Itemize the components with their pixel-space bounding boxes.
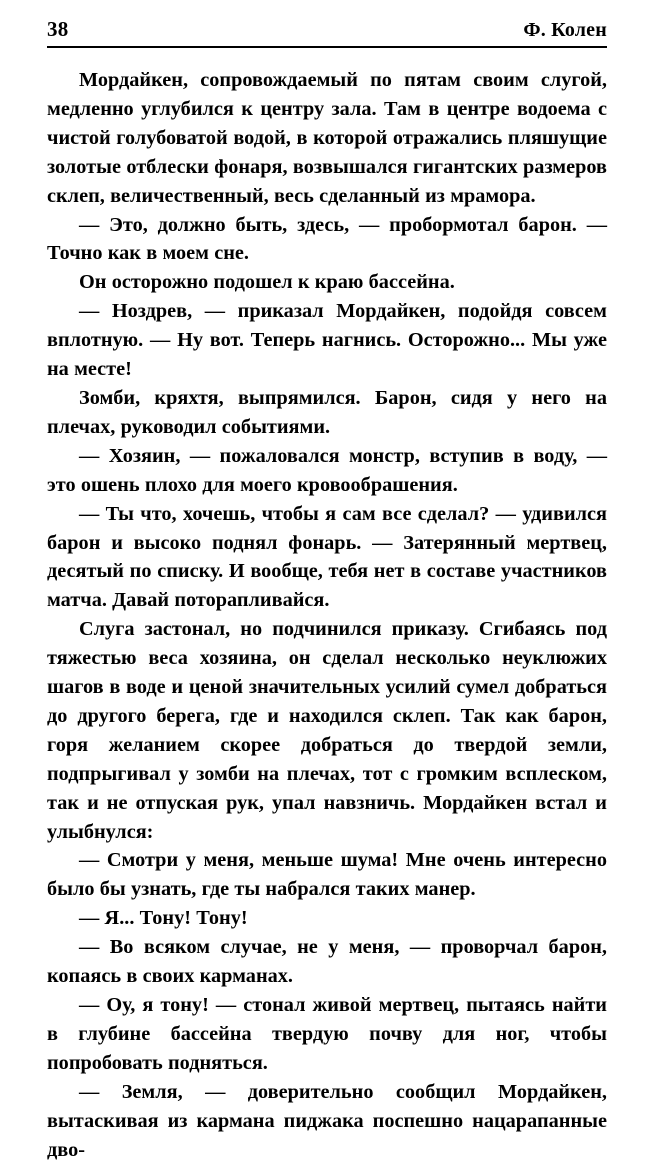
running-head-author: Ф. Колен bbox=[523, 19, 607, 41]
paragraph: — Во всяком случае, не у меня, — проворчал барон, копаясь в своих карманах. bbox=[47, 936, 607, 988]
paragraph: — Ты что, хочешь, чтобы я сам все сделал? — удивился барон и высоко поднял фонарь. — Затерянный мертвец, десятый по списку. И вообще, тебя нет в составе участников матча. Давай поторапливайся. bbox=[47, 502, 607, 612]
paragraph: Слуга застонал, но подчинился приказу. Сгибаясь под тяжестью веса хозяина, он сделал несколько неуклюжих шагов в воде и ценой значительных усилий сумел добраться до другого берега, где и находился склеп. Так как барон, горя желанием скорее добраться до твердой земли, подпрыгивал у зомби на плечах, тот с громким всплеском, так и не отпуская рук, упал навзничь. Мордайкен встал и улыбнулся: bbox=[47, 618, 607, 843]
paragraph: — Ноздрев, — приказал Мордайкен, подойдя совсем вплотную. — Ну вот. Теперь нагнись. Осторожно... Мы уже на месте! bbox=[47, 300, 607, 381]
page-content bbox=[47, 18, 607, 1164]
body-text bbox=[47, 66, 607, 1164]
running-head bbox=[47, 18, 607, 46]
page-number: 38 bbox=[47, 17, 69, 41]
paragraph: Он осторожно подошел к краю бассейна. bbox=[79, 271, 455, 294]
header-rule bbox=[47, 46, 607, 48]
paragraph: — Оу, я тону! — стонал живой мертвец, пытаясь найти в глубине бассейна твердую почву для ног, чтобы попробовать подняться. bbox=[47, 994, 607, 1074]
paragraph: Мордайкен, сопровождаемый по пятам своим слугой, медленно углубился к центру зала. Там в центре водоема с чистой голубоватой водой, в которой отражались пляшущие золотые отблески фонаря, возвышался гигантских размеров склеп, величественный, весь сделанный из мрамора. bbox=[47, 69, 607, 207]
paragraph: — Смотри у меня, меньше шума! Мне очень интересно было бы узнать, где ты набрался таких манер. bbox=[47, 849, 607, 901]
paragraph: Зомби, кряхтя, выпрямился. Барон, сидя у него на плечах, руководил событиями. bbox=[47, 386, 607, 438]
paragraph: — Хозяин, — пожаловался монстр, вступив в воду, — это ошень плохо для моего кровообрашения. bbox=[47, 444, 607, 496]
paragraph: — Земля, — доверительно сообщил Мордайкен, вытаскивая из кармана пиджака поспешно нацарапанные дво- bbox=[47, 1080, 607, 1161]
paragraph: — Я... Тону! Тону! bbox=[79, 907, 248, 930]
paragraph: — Это, должно быть, здесь, — пробормотал барон. — Точно как в моем сне. bbox=[47, 213, 607, 265]
